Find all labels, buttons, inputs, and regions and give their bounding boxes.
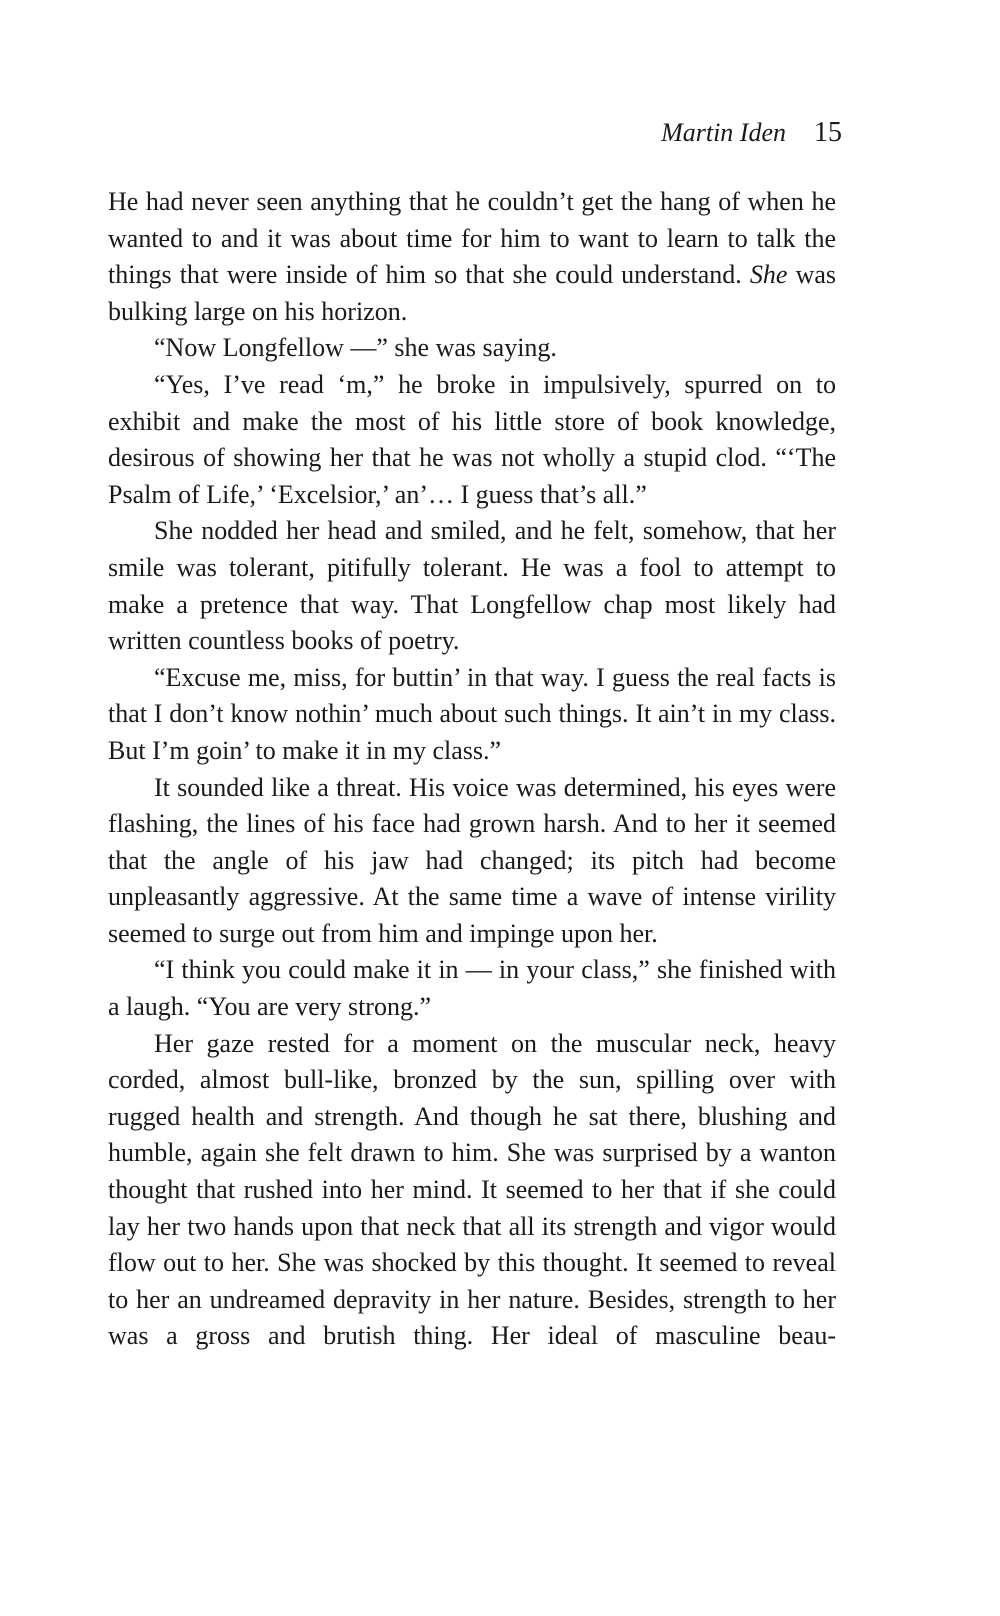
paragraph-1-text: He had never seen anything that he couldn’t get the hang of when he wanted to and it was about time for him to want to learn to talk the things that were inside of him so that she could understand. bbox=[108, 187, 836, 290]
page-number: 15 bbox=[814, 117, 842, 148]
paragraph-7: “I think you could make it in — in your class,” she finished with a laugh. “You are very strong.” bbox=[108, 955, 836, 1022]
body-text bbox=[108, 184, 836, 1355]
paragraph-5: “Excuse me, miss, for buttin’ in that way. I guess the real facts is that I don’t know nothin’ much about such things. It ain’t in my class. But I’m goin’ to make it in my class.” bbox=[108, 662, 836, 765]
paragraph-3: “Yes, I’ve read ‘m,” he broke in impulsively, spurred on to exhibit and make the most of his little store of book knowledge, desirous of showing her that he was not wholly a stupid clod. “‘The Psalm of Life,’ ‘Excelsior,’ an’… I guess that’s all.” bbox=[108, 369, 836, 509]
paragraph-4: She nodded her head and smiled, and he felt, somehow, that her smile was tolerant, pitifully tolerant. He was a fool to attempt to make a pretence that way. That Longfellow chap most likely had written countless books of poetry. bbox=[108, 516, 836, 656]
running-head bbox=[661, 116, 842, 150]
paragraph-1-text-end: was bulking large on his horizon. bbox=[108, 260, 837, 326]
book-title: Martin Iden bbox=[661, 118, 786, 147]
paragraph-6: It sounded like a threat. His voice was determined, his eyes were flashing, the lines of his face had grown harsh. And to her it seemed that the angle of his jaw had changed; its pitch had become unpleasantly aggressive. At the same time a wave of intense virility seemed to surge out from him and impinge upon her. bbox=[108, 772, 836, 948]
paragraph-8: Her gaze rested for a moment on the muscular neck, heavy corded, almost bull-like, bronzed by the sun, spilling over with rugged health and strength. And though he sat there, blushing and humble, again she felt drawn to him. She was surprised by a wanton thought that rushed into her mind. It seemed to her that if she could lay her two hands upon that neck that all its strength and vigor would flow out to her. She was shocked by this thought. It seemed to reveal to her an undreamed depravity in her nature. Besides, strength to her was a gross and brutish thing. Her ideal of masculine beau- bbox=[108, 1028, 836, 1351]
emphasis-she: She bbox=[749, 260, 788, 290]
paragraph-1 bbox=[108, 184, 836, 330]
paragraph-2: “Now Longfellow —” she was saying. bbox=[154, 333, 557, 363]
